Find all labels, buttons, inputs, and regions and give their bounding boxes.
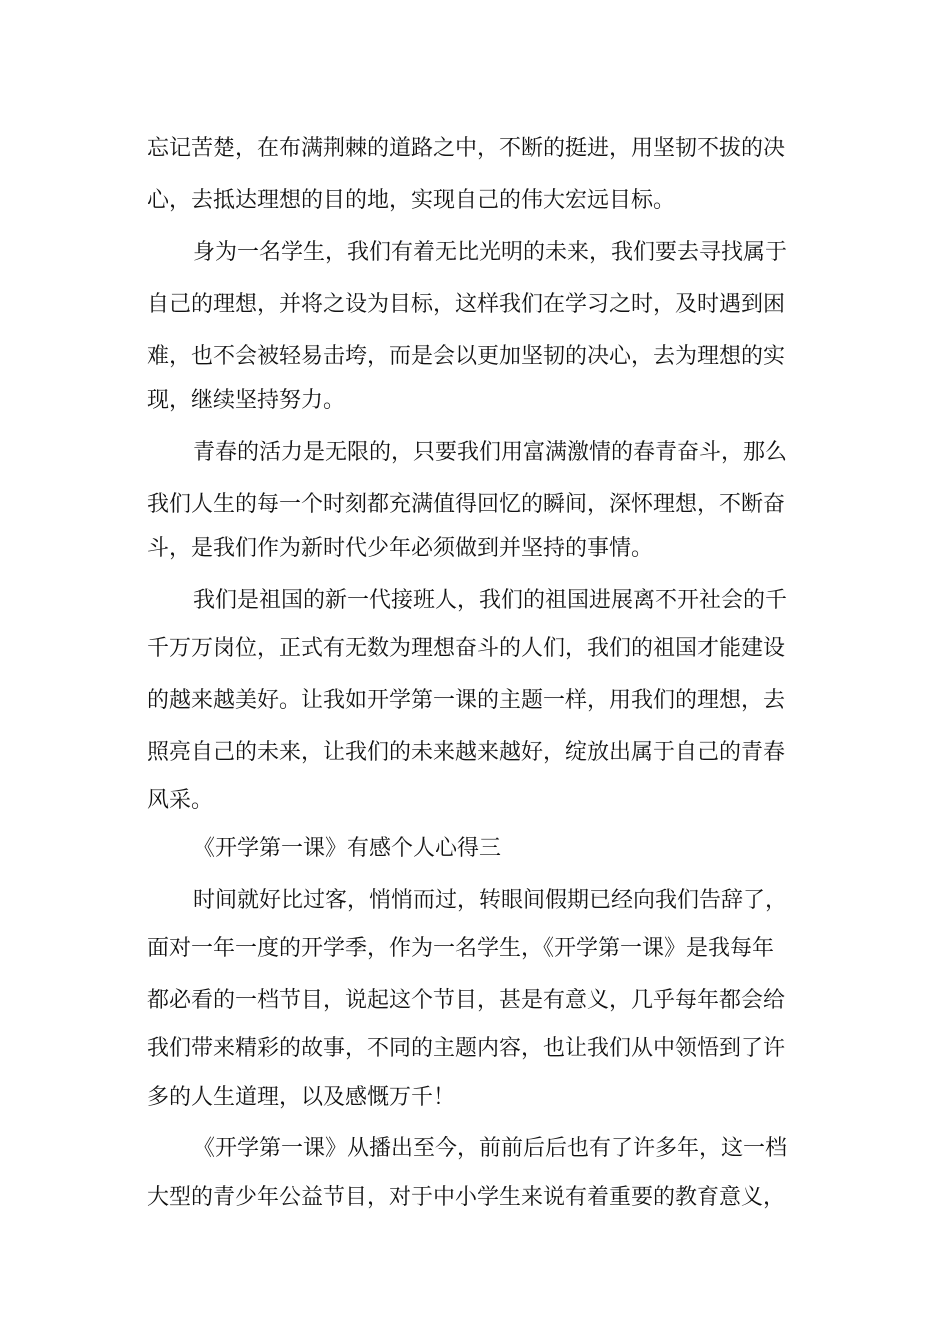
text-line: 忘记苦楚，在布满荆棘的道路之中，不断的挺进，用坚韧不拔的决 <box>147 136 786 161</box>
section-heading: 《开学第一课》有感个人心得三 <box>193 836 502 861</box>
text-line: 斗，是我们作为新时代少年必须做到并坚持的事情。 <box>147 536 654 561</box>
text-line: 都必看的一档节目，说起这个节目，甚是有意义，几乎每年都会给 <box>147 988 786 1013</box>
text-line: 的越来越美好。让我如开学第一课的主题一样，用我们的理想，去 <box>147 688 786 713</box>
text-line: 面对一年一度的开学季，作为一名学生，《开学第一课》是我每年 <box>147 936 775 961</box>
text-line: 现，继续坚持努力。 <box>147 388 346 413</box>
text-line: 大型的青少年公益节目，对于中小学生来说有着重要的教育意义， <box>147 1185 786 1210</box>
text-line: 我们人生的每一个时刻都充满值得回忆的瞬间，深怀理想，不断奋 <box>147 492 786 517</box>
text-line: 青春的活力是无限的，只要我们用富满激情的春青奋斗，那么 <box>193 440 788 465</box>
text-line: 自己的理想，并将之设为目标，这样我们在学习之时，及时遇到困 <box>147 292 786 317</box>
text-line: 多的人生道理，以及感慨万千！ <box>147 1085 456 1110</box>
text-line: 时间就好比过客，悄悄而过，转眼间假期已经向我们告辞了， <box>193 888 788 913</box>
text-line: 照亮自己的未来，让我们的未来越来越好，绽放出属于自己的青春 <box>147 740 786 765</box>
text-line: 我们是祖国的新一代接班人，我们的祖国进展离不开社会的千 <box>193 588 788 613</box>
text-line: 心，去抵达理想的目的地，实现自己的伟大宏远目标。 <box>147 188 676 213</box>
text-line: 难，也不会被轻易击垮，而是会以更加坚韧的决心，去为理想的实 <box>147 344 786 369</box>
text-line: 千万万岗位，正式有无数为理想奋斗的人们，我们的祖国才能建设 <box>147 636 786 661</box>
text-line: 《开学第一课》从播出至今，前前后后也有了许多年，这一档 <box>193 1136 788 1161</box>
text-line: 身为一名学生，我们有着无比光明的未来，我们要去寻找属于 <box>193 240 788 265</box>
text-line: 我们带来精彩的故事，不同的主题内容，也让我们从中领悟到了许 <box>147 1036 786 1061</box>
text-line: 风采。 <box>147 788 214 813</box>
